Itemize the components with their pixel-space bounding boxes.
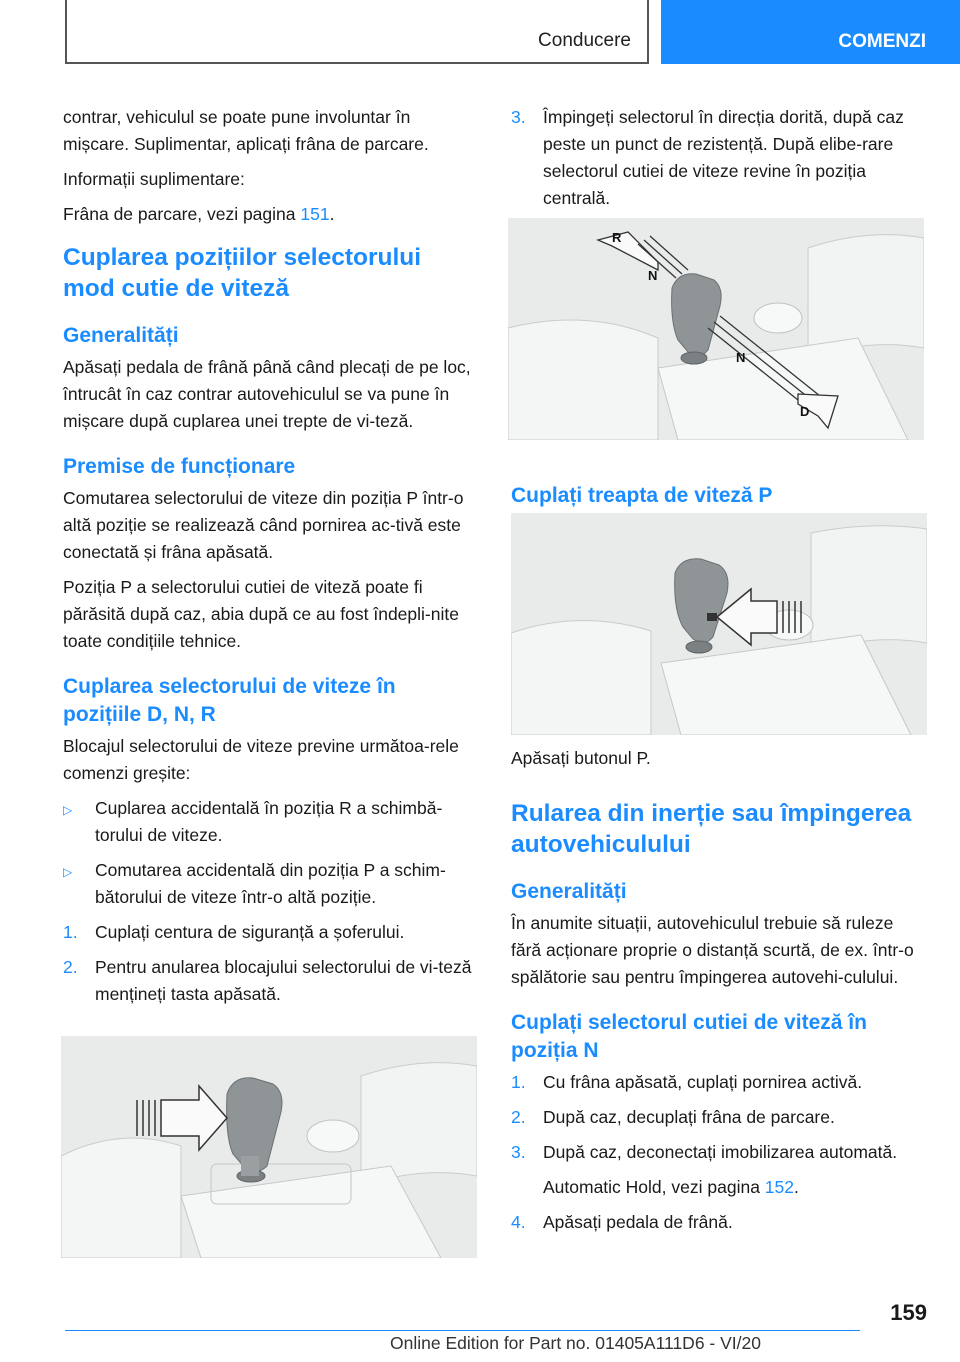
list-item-text: Comutarea accidentală din poziția P a schim-bătorului de viteze într-o altă poziție.: [95, 860, 446, 907]
figure-shift-pattern: [508, 218, 924, 440]
section-heading-selector-positions: Cuplarea pozițiilor selectorului mod cutie de viteză: [63, 244, 422, 302]
shift-label-n-top: N: [648, 268, 658, 283]
lock-paragraph: Blocajul selectorului de viteze previne următoa-rele comenzi greșite:: [63, 736, 459, 783]
subheading-engage-n: Cuplați selectorul cutiei de viteză în poziția N: [511, 1011, 867, 1062]
general-paragraph: Apăsați pedala de frână până când plecați de pe loc, întrucât în caz contrar autovehiculul se va pune în mișcare după cuplarea unei trepte de vi-teză.: [63, 357, 471, 431]
figure-selector-unlock-button: [61, 1036, 477, 1258]
step-number: 3.: [511, 107, 526, 127]
step-item: [63, 954, 479, 1008]
subheading-engage-d-n-r: Cuplarea selectorului de viteze în pozițiile D, N, R: [63, 675, 396, 726]
more-info-label: Informații suplimentare:: [63, 169, 245, 189]
reference-end: .: [794, 1177, 799, 1197]
header-chapter-title: COMENZI: [838, 31, 926, 52]
selector-unlock-illustration: [61, 1036, 477, 1258]
reference-text: Frâna de parcare, vezi pagina: [63, 204, 301, 224]
triangle-bullet-icon: ▷: [63, 865, 73, 879]
p-button-illustration: [511, 513, 927, 735]
subheading-general: Generalități: [63, 324, 179, 347]
shift-label-d: D: [800, 404, 810, 419]
step-text: Apăsați pedala de frână.: [543, 1212, 733, 1232]
step-number: 2.: [511, 1107, 526, 1127]
step-text: După caz, decuplați frâna de parcare.: [543, 1107, 835, 1127]
prerequisites-paragraph-1: Comutarea selectorului de viteze din poziția P într-o altă poziție se realizează când pornirea ac-tivă este conectată și frâna apăsată.: [63, 488, 464, 562]
step-text: După caz, deconectați imobilizarea automată.: [543, 1142, 898, 1162]
step-text: Împingeți selectorul în direcția dorită, după caz peste un punct de rezistență. După elibe-rare selectorul cutiei de viteze revine în poziția centrală.: [543, 107, 904, 208]
step-text: Pentru anularea blocajului selectorului de vi-teză mențineți tasta apăsată.: [95, 957, 472, 1004]
automatic-hold-reference: [511, 1174, 927, 1201]
page-number: 159: [890, 1300, 927, 1325]
step-number: 1.: [63, 922, 78, 942]
right-column-lower: [511, 745, 927, 1244]
press-p-instruction: Apăsați butonul P.: [511, 748, 651, 768]
list-item: [63, 857, 479, 911]
subheading-engage-p: Cuplați treapta de viteză P: [511, 484, 773, 507]
step-item: [63, 919, 479, 946]
step-number: 2.: [63, 957, 78, 977]
page-link-152[interactable]: 152: [764, 1177, 794, 1197]
header-section-box: [65, 0, 649, 64]
list-item: [63, 795, 479, 849]
step-item: [511, 1104, 927, 1131]
left-column: [63, 104, 479, 1016]
reference-end: .: [329, 204, 335, 224]
right-column: [511, 104, 927, 220]
step-text: Cu frâna apăsată, cuplați pornirea activă.: [543, 1072, 863, 1092]
step-item: [511, 1209, 927, 1236]
triangle-bullet-icon: ▷: [63, 803, 73, 817]
shift-pattern-illustration: [508, 218, 924, 440]
list-item-text: Cuplarea accidentală în poziția R a schimbă-torului de viteze.: [95, 798, 443, 845]
footer-edition: Online Edition for Part no. 01405A111D6 - VI/20: [390, 1333, 761, 1353]
header-section-title: Conducere: [538, 30, 631, 51]
reference-text: Automatic Hold, vezi pagina: [543, 1177, 765, 1197]
shift-label-r: R: [612, 230, 622, 245]
step-number: 1.: [511, 1072, 526, 1092]
figure-p-button: [511, 513, 927, 735]
subheading-general: Generalități: [511, 880, 627, 903]
subheading-prerequisites: Premise de funcționare: [63, 455, 296, 478]
step-item: [511, 104, 927, 212]
step-text: Cuplați centura de siguranță a șoferului.: [95, 922, 405, 942]
header-chapter-tab: [661, 0, 960, 64]
step-item: [511, 1069, 927, 1096]
section-heading-rolling: Rularea din inerție sau împingerea autovehiculului: [511, 800, 912, 858]
parking-brake-reference: [63, 201, 479, 228]
prerequisites-paragraph-2: Poziția P a selectorului cutiei de viteză poate fi părăsită după caz, abia după ce au fost îndepli-nite toate condițiile tehnice.: [63, 577, 459, 651]
step-number: 4.: [511, 1212, 526, 1232]
step-item: [511, 1139, 927, 1166]
step-number: 3.: [511, 1142, 526, 1162]
footer-divider: [65, 1330, 860, 1331]
general-paragraph: În anumite situații, autovehiculul trebuie să ruleze fără acționare proprie o distanță scurtă, de ex. într-o spălătorie sau pentru împingerea autovehi-culului.: [511, 913, 914, 987]
intro-paragraph: contrar, vehiculul se poate pune involuntar în mișcare. Suplimentar, aplicați frâna de parcare.: [63, 107, 429, 154]
page-link-151[interactable]: 151: [300, 204, 330, 224]
shift-label-n-bottom: N: [736, 350, 746, 365]
